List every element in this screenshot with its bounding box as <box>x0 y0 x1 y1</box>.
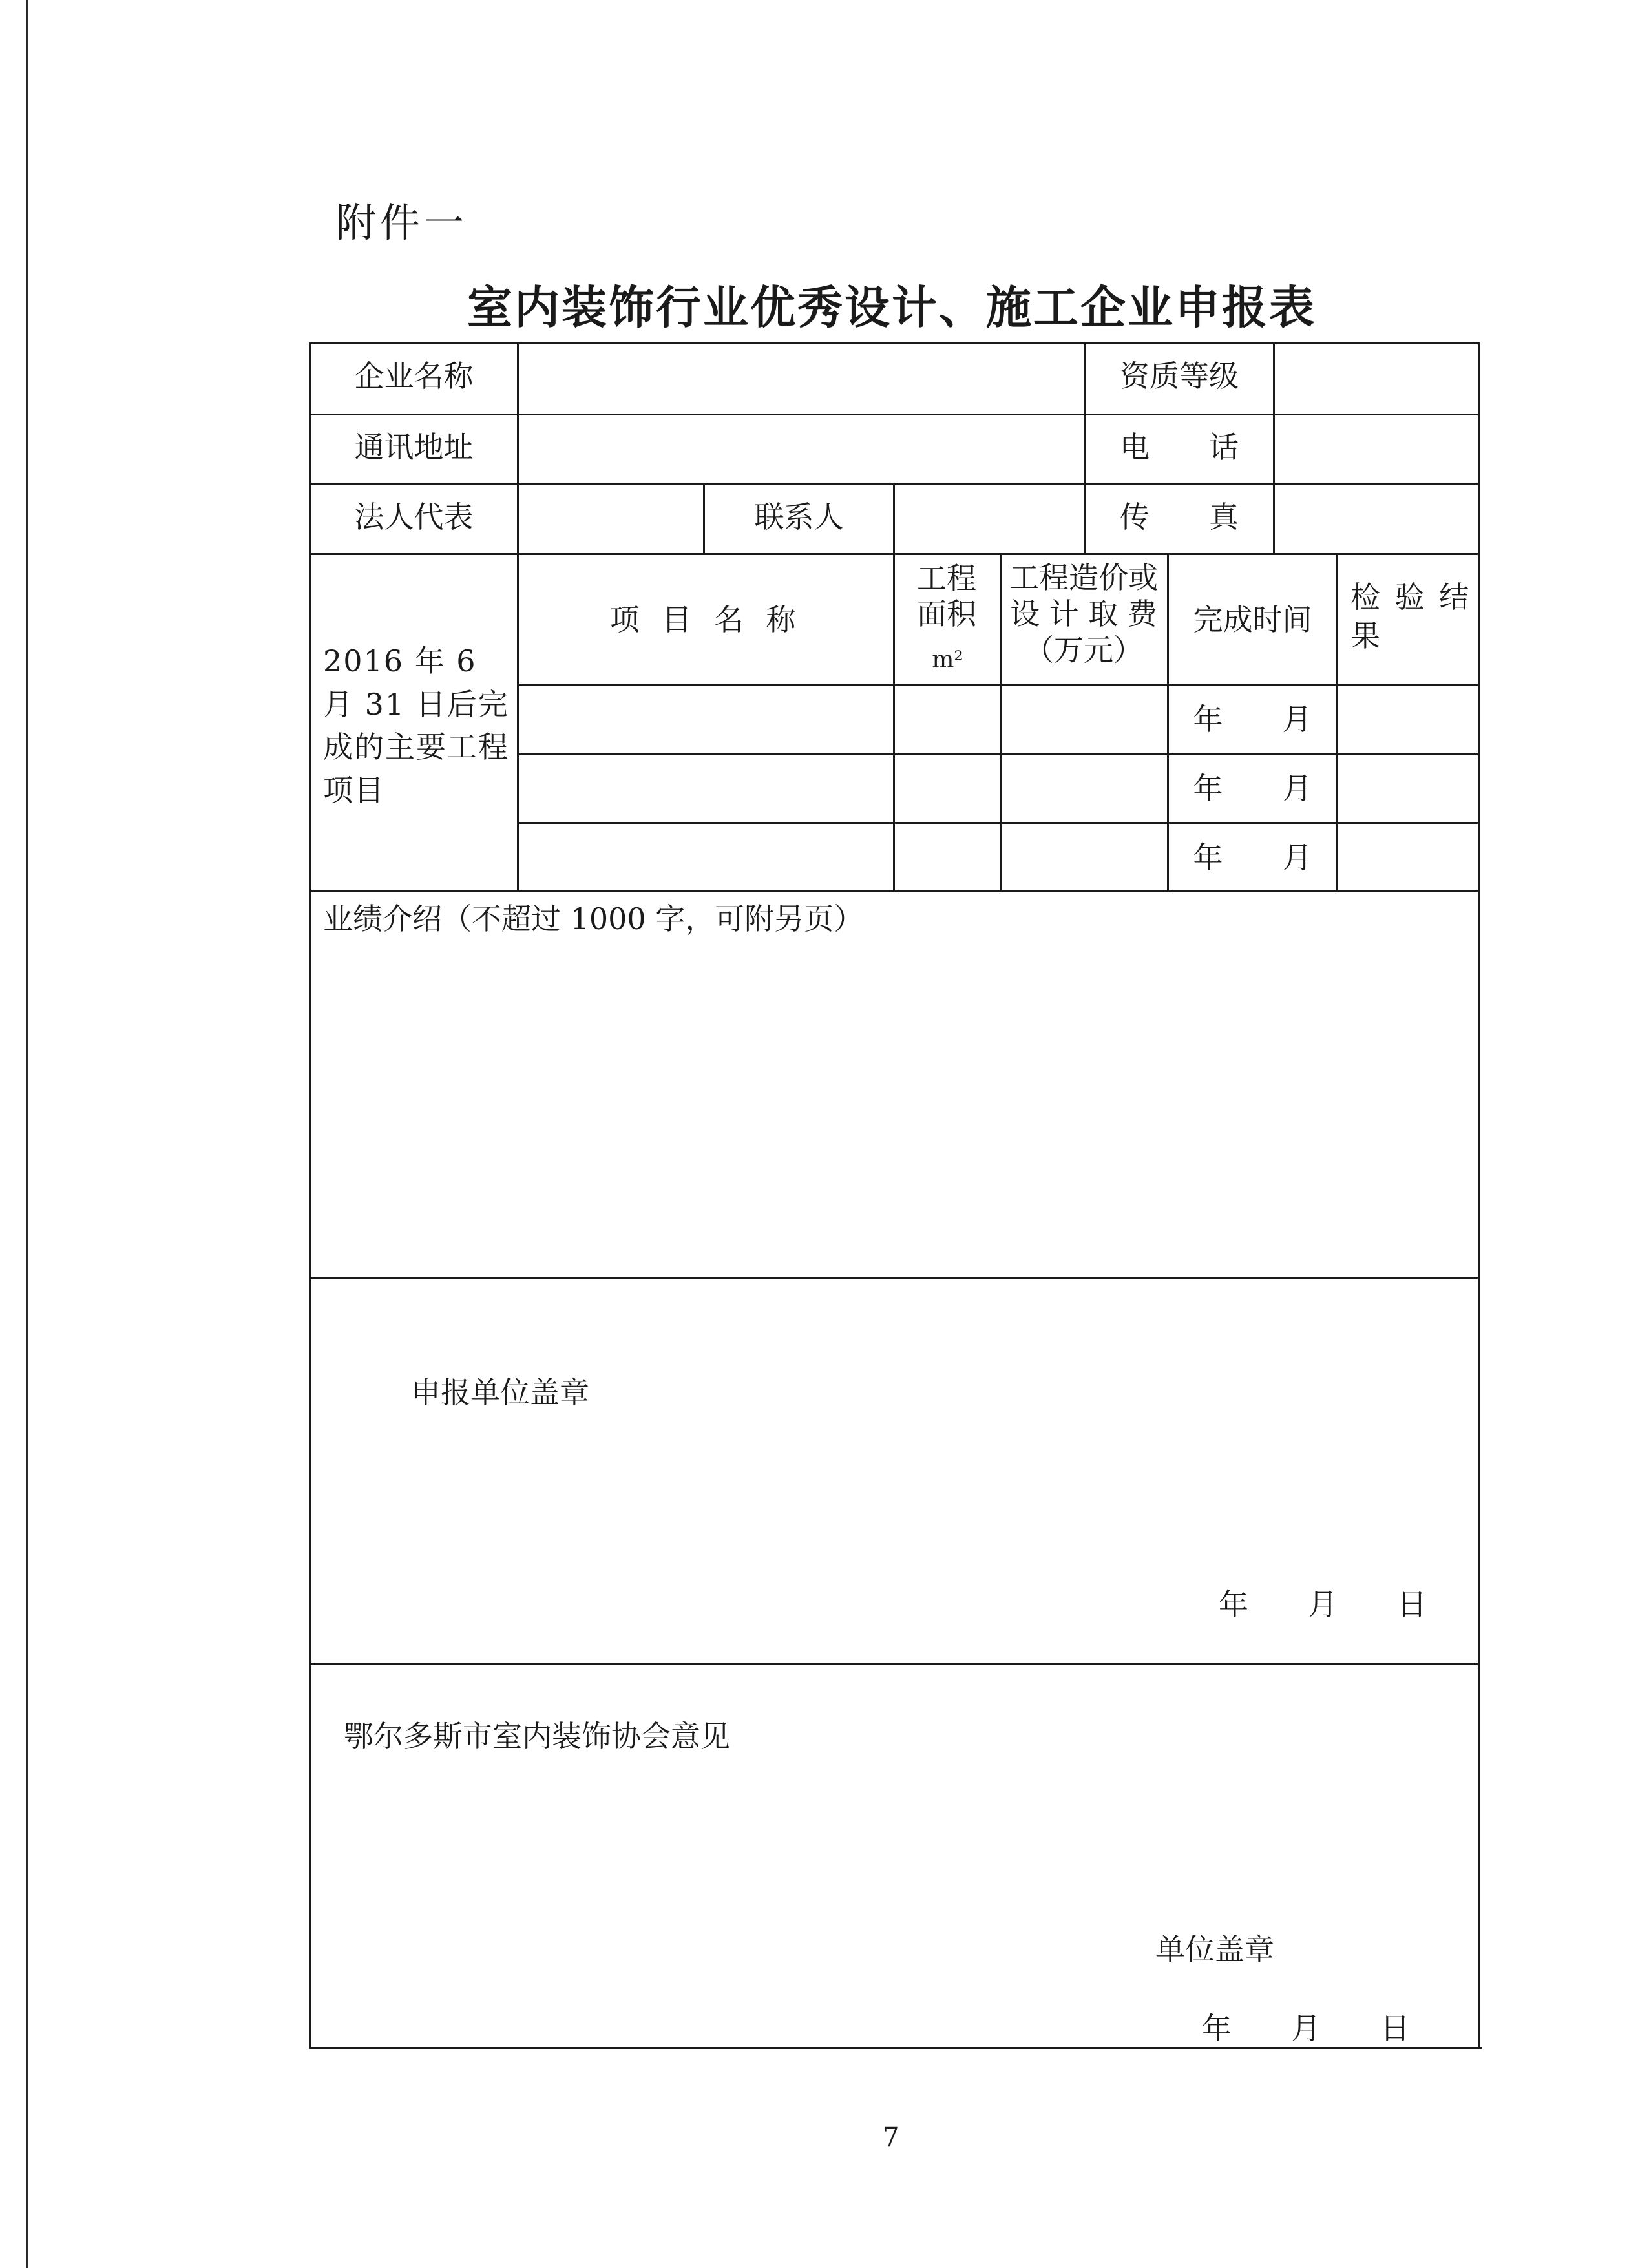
table-line <box>517 822 1480 824</box>
table-line <box>309 342 311 2049</box>
page-number: 7 <box>883 2123 899 2152</box>
table-line <box>309 2047 1482 2049</box>
projects-section-label: 2016 年 6 月 31 日后完成的主要工程项目 <box>323 644 509 808</box>
area-unit: m² <box>932 647 963 673</box>
table-line <box>309 1663 1480 1665</box>
qualification-label: 资质等级 <box>1120 359 1239 394</box>
applicant-date: 年 月 日 <box>1219 1587 1427 1622</box>
legal-rep-label: 法人代表 <box>354 499 474 534</box>
association-stamp-label: 单位盖章 <box>1155 1932 1274 1967</box>
project-row-2-completion: 年 月 <box>1193 771 1312 806</box>
completion-header: 完成时间 <box>1193 602 1312 637</box>
table-line <box>1478 342 1480 2049</box>
table-line <box>1000 553 1002 890</box>
table-line <box>1336 553 1338 890</box>
table-line <box>1273 342 1275 553</box>
cost-header: 工程造价或设 计 取 费（万元） <box>1009 560 1158 668</box>
table-line <box>893 483 895 890</box>
inspection-header: 检 验 结 果 <box>1350 580 1472 653</box>
table-line <box>309 1277 1480 1279</box>
attachment-label: 附件一 <box>336 199 468 246</box>
table-line <box>517 684 1480 686</box>
fax-label: 传 真 <box>1120 499 1239 534</box>
performance-label: 业绩介绍（不超过 1000 字，可附另页） <box>323 901 864 936</box>
address-label: 通讯地址 <box>354 430 474 465</box>
table-line <box>309 890 1480 892</box>
table-line <box>309 414 1480 415</box>
table-line <box>517 753 1480 755</box>
table-line <box>309 342 1480 344</box>
association-date: 年 月 日 <box>1202 2011 1410 2046</box>
phone-label: 电 话 <box>1120 430 1239 465</box>
contact-label: 联系人 <box>754 499 844 534</box>
form-title: 室内装饰行业优秀设计、施工企业申报表 <box>467 281 1316 334</box>
association-opinion-label: 鄂尔多斯市室内装饰协会意见 <box>344 1719 730 1754</box>
project-name-header: 项 目 名 称 <box>609 602 803 637</box>
project-row-1-completion: 年 月 <box>1193 702 1312 737</box>
applicant-stamp-label: 申报单位盖章 <box>411 1375 589 1410</box>
area-header: 工程面积 <box>917 561 976 632</box>
company-name-label: 企业名称 <box>354 359 474 394</box>
project-row-3-completion: 年 月 <box>1193 840 1312 875</box>
